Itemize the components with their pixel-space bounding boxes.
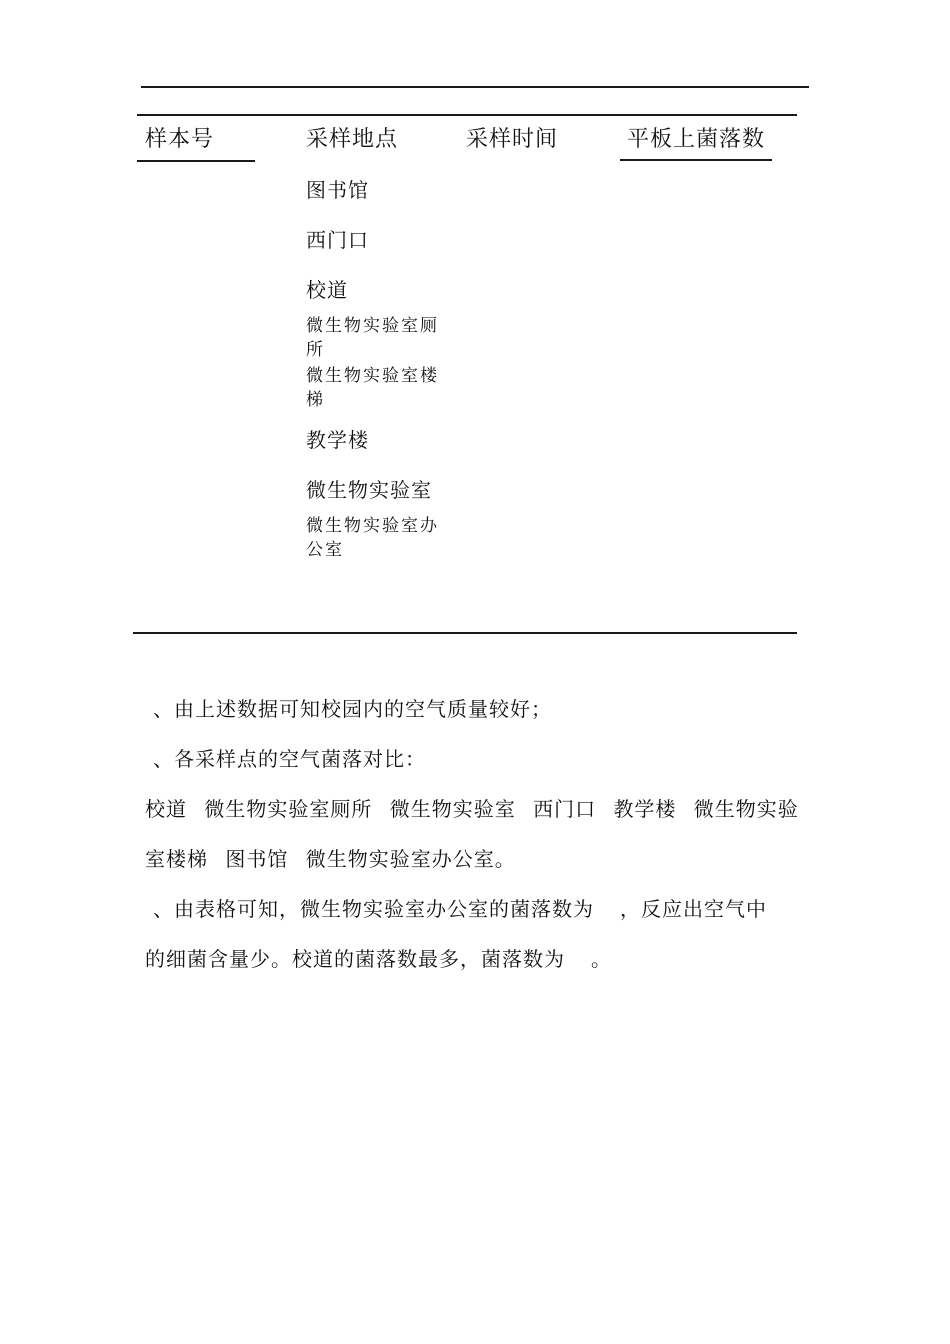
table-top-rule [137, 114, 797, 116]
conclusion-line-1: 、由上述数据可知校园内的空气质量较好； [153, 697, 552, 721]
top-rule [141, 86, 809, 88]
conclusion-text: 、由表格可知，微生物实验室办公室的菌落数为 [153, 897, 594, 921]
header-location: 采样地点 [306, 127, 399, 152]
location-cell: 西门口 [306, 228, 369, 252]
location-cell: 教学楼 [306, 428, 369, 452]
ranking-item: 微生物实验室办公室。 [305, 847, 516, 871]
ranking-item: 微生物实验室 [389, 797, 516, 821]
ranking-item: 校道 [145, 797, 187, 821]
header-sample-no: 样本号 [145, 127, 215, 152]
ranking-item-part: 微生物实验 [693, 797, 799, 821]
header-time: 采样时间 [466, 127, 559, 152]
conclusion-text: 的细菌含量少。校道的菌落数最多，菌落数为 [145, 947, 565, 971]
conclusion-line-2: 、各采样点的空气菌落对比： [153, 747, 426, 771]
ranking-item: 教学楼 [613, 797, 677, 821]
ranking-item: 微生物实验室厕所 [204, 797, 373, 821]
ranking-item-part: 室楼梯 [145, 847, 208, 871]
conclusion-line-4 [145, 943, 612, 972]
location-cell: 微生物实验室厕所 [306, 316, 439, 360]
header-underline-left [137, 160, 255, 162]
header-underline-right [620, 159, 772, 161]
ranking-line-1 [145, 793, 799, 822]
conclusion-line-3 [153, 893, 767, 922]
conclusion-text: 。 [591, 947, 612, 971]
location-cell: 校道 [306, 278, 348, 302]
location-cell: 微生物实验室楼梯 [306, 366, 439, 410]
ranking-item: 图书馆 [225, 847, 289, 871]
ranking-line-2 [145, 843, 516, 872]
conclusion-text: ，反应出空气中 [620, 897, 767, 921]
table-bottom-rule [133, 632, 797, 634]
location-cell: 图书馆 [306, 178, 369, 202]
ranking-item: 西门口 [533, 797, 597, 821]
location-cell: 微生物实验室 [306, 478, 432, 502]
location-cell: 微生物实验室办公室 [306, 516, 439, 560]
header-colony-count: 平板上菌落数 [627, 127, 766, 152]
